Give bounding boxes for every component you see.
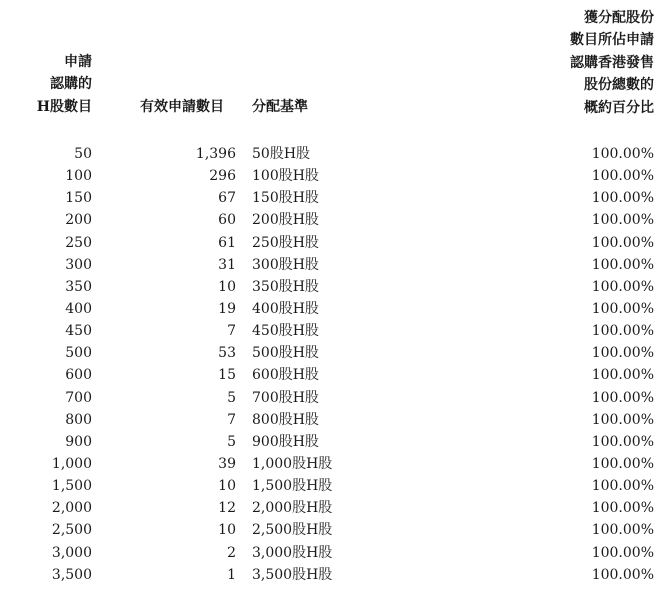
percentage-cell: 100.00% (591, 522, 654, 539)
percentage-cell: 100.00% (591, 190, 654, 207)
shares-applied-cell: 300 (65, 256, 92, 273)
basis-of-allocation-cell: 900股H股 (252, 433, 319, 450)
valid-applications-cell: 61 (218, 234, 236, 251)
percentage-cell: 100.00% (591, 212, 654, 229)
shares-applied-cell: 1,000 (51, 455, 92, 472)
valid-applications-cell: 5 (227, 389, 236, 406)
percentage-cell: 100.00% (591, 168, 654, 185)
percentage-cell: 100.00% (591, 411, 654, 428)
valid-applications-cell: 7 (227, 411, 236, 428)
valid-applications-cell: 10 (218, 278, 236, 295)
header-approx-percentage-line-2: 數目所佔申請 (570, 32, 654, 49)
basis-of-allocation-cell: 600股H股 (252, 367, 319, 384)
shares-applied-cell: 350 (65, 278, 92, 295)
shares-applied-cell: 3,500 (51, 566, 92, 583)
table-row (0, 165, 667, 187)
valid-applications-cell: 5 (227, 433, 236, 450)
basis-of-allocation-cell: 1,000股H股 (252, 455, 333, 472)
table-row (0, 564, 667, 586)
table-row (0, 143, 667, 165)
valid-applications-cell: 2 (227, 544, 236, 561)
basis-of-allocation-cell: 700股H股 (252, 389, 319, 406)
basis-of-allocation-cell: 2,000股H股 (252, 500, 333, 517)
table-row (0, 320, 667, 342)
percentage-cell: 100.00% (591, 256, 654, 273)
percentage-cell: 100.00% (591, 478, 654, 495)
percentage-cell: 100.00% (591, 433, 654, 450)
shares-applied-cell: 200 (65, 212, 92, 229)
valid-applications-cell: 60 (218, 212, 236, 229)
basis-of-allocation-cell: 250股H股 (252, 234, 319, 251)
percentage-cell: 100.00% (591, 500, 654, 517)
header-valid-applications: 有效申請數目 (140, 99, 224, 115)
valid-applications-cell: 15 (218, 367, 236, 384)
shares-applied-cell: 2,500 (51, 522, 92, 539)
header-shares-applied-line-1: 申請 (64, 54, 92, 70)
table-row (0, 276, 667, 298)
basis-of-allocation-cell: 2,500股H股 (252, 522, 333, 539)
percentage-cell: 100.00% (591, 278, 654, 295)
basis-of-allocation-cell: 50股H股 (252, 146, 311, 162)
percentage-cell: 100.00% (591, 566, 654, 583)
table-row (0, 431, 667, 453)
shares-applied-cell: 500 (65, 345, 92, 362)
basis-of-allocation-cell: 1,500股H股 (252, 478, 333, 495)
table-row (0, 187, 667, 209)
table-row (0, 342, 667, 364)
shares-applied-cell: 250 (65, 234, 92, 251)
header-approx-percentage (540, 7, 654, 119)
percentage-cell: 100.00% (591, 234, 654, 251)
percentage-cell: 100.00% (591, 544, 654, 561)
shares-applied-cell: 50 (74, 146, 92, 162)
table-row (0, 542, 667, 564)
percentage-cell: 100.00% (591, 389, 654, 406)
shares-applied-cell: 400 (65, 300, 92, 317)
valid-applications-cell: 296 (209, 168, 236, 185)
valid-applications-cell: 53 (218, 345, 236, 362)
table-body (0, 143, 667, 586)
table-row (0, 232, 667, 254)
shares-applied-cell: 700 (65, 389, 92, 406)
shares-applied-cell: 900 (65, 433, 92, 450)
basis-of-allocation-cell: 100股H股 (252, 168, 319, 185)
header-approx-percentage-line-4: 股份總數的 (584, 77, 654, 94)
shares-applied-cell: 600 (65, 367, 92, 384)
valid-applications-cell: 7 (227, 323, 236, 340)
table-row (0, 387, 667, 409)
table-row (0, 209, 667, 231)
valid-applications-cell: 39 (218, 455, 236, 472)
percentage-cell: 100.00% (591, 367, 654, 384)
shares-applied-cell: 1,500 (51, 478, 92, 495)
basis-of-allocation-cell: 350股H股 (252, 278, 319, 295)
valid-applications-cell: 67 (218, 190, 236, 207)
header-approx-percentage-line-3: 認購香港發售 (570, 54, 654, 71)
basis-of-allocation-cell: 800股H股 (252, 411, 319, 428)
valid-applications-cell: 19 (218, 300, 236, 317)
shares-applied-cell: 3,000 (51, 544, 92, 561)
table-row (0, 409, 667, 431)
percentage-cell: 100.00% (591, 323, 654, 340)
table-row (0, 497, 667, 519)
basis-of-allocation-cell: 3,500股H股 (252, 566, 333, 583)
header-shares-applied-line-3: H股數目 (36, 98, 92, 115)
basis-of-allocation-cell: 300股H股 (252, 256, 319, 273)
basis-of-allocation-cell: 3,000股H股 (252, 544, 333, 561)
basis-of-allocation-cell: 500股H股 (252, 345, 319, 362)
valid-applications-cell: 12 (218, 500, 236, 517)
table-row (0, 298, 667, 320)
table-row (0, 364, 667, 386)
shares-applied-cell: 100 (65, 168, 92, 185)
shares-applied-cell: 450 (65, 323, 92, 340)
valid-applications-cell: 31 (218, 256, 236, 273)
basis-of-allocation-cell: 200股H股 (252, 212, 319, 229)
valid-applications-cell: 1,396 (195, 146, 236, 162)
table-row (0, 453, 667, 475)
valid-applications-cell: 10 (218, 478, 236, 495)
percentage-cell: 100.00% (591, 455, 654, 472)
header-shares-applied-line-2: 認購的 (50, 76, 92, 93)
header-approx-percentage-line-5: 概約百分比 (584, 99, 654, 116)
table-row (0, 254, 667, 276)
header-approx-percentage-line-1: 獲分配股份 (584, 10, 654, 26)
header-shares-applied (30, 51, 92, 118)
basis-of-allocation-cell: 150股H股 (252, 190, 319, 207)
basis-of-allocation-cell: 400股H股 (252, 300, 319, 317)
percentage-cell: 100.00% (591, 345, 654, 362)
valid-applications-cell: 1 (227, 566, 236, 583)
shares-applied-cell: 800 (65, 411, 92, 428)
percentage-cell: 100.00% (591, 146, 654, 162)
header-basis-of-allocation: 分配基準 (252, 99, 308, 115)
table-row (0, 519, 667, 541)
shares-applied-cell: 2,000 (51, 500, 92, 517)
percentage-cell: 100.00% (591, 300, 654, 317)
valid-applications-cell: 10 (218, 522, 236, 539)
table-row (0, 475, 667, 497)
basis-of-allocation-cell: 450股H股 (252, 323, 319, 340)
shares-applied-cell: 150 (65, 190, 92, 207)
